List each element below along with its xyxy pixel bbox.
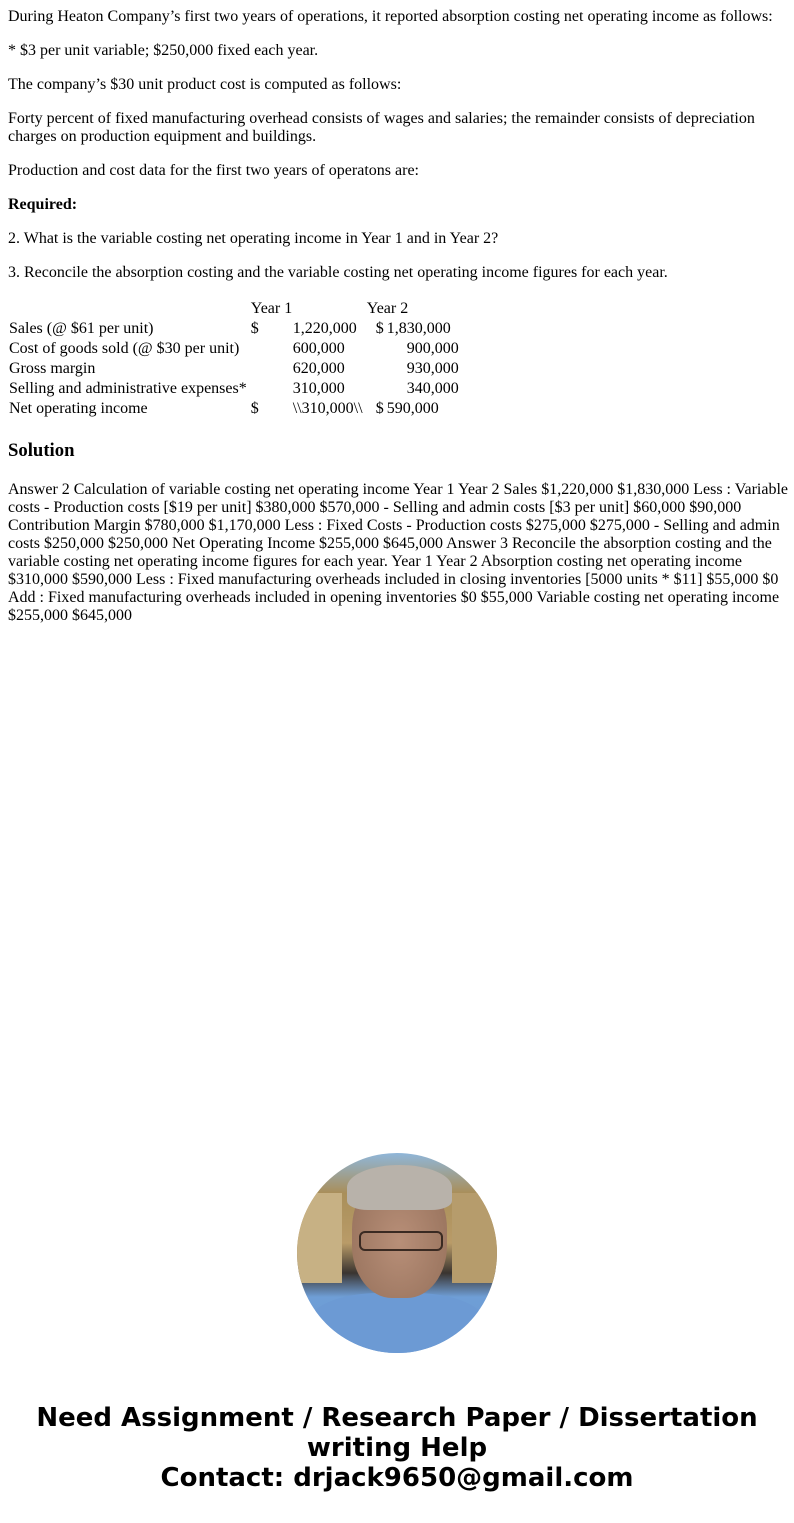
requirement-2: 2. What is the variable costing net operating income in Year 1 and in Year 2? <box>8 230 499 247</box>
question-intro: During Heaton Company’s first two years of operations, it reported absorption costing net operating income as follows: <box>8 8 773 25</box>
row-label: Gross margin <box>9 360 96 377</box>
table-row <box>8 320 471 338</box>
dollar-sign <box>250 380 290 398</box>
table-row <box>8 380 471 398</box>
row-label: Net operating income <box>9 400 148 417</box>
background-wall <box>452 1193 497 1283</box>
dollar-sign <box>250 340 290 358</box>
solution-answer-text: Answer 2 Calculation of variable costing net operating income Year 1 Year 2 Sales $1,220,000 $1,830,000 Less : Variable costs - Production costs [$19 per unit] $380,000 $570,000 - Selling and admin costs [$3 per unit] $60,000 $90,000 Contribution Margin $780,000 $1,170,000 Less : Fixed Costs - Production costs $275,000 $275,000 - Selling and admin costs $250,000 $250,000 Net Operating Income $255,000 $645,000 Answer 3 Reconcile the absorption costing and the variable costing net operating income figures for each year. Year 1 Year 2 Absorption costing net operating income $310,000 $590,000 Less : Fixed manufacturing overheads included in closing inventories [5000 units * $11] $55,000 $0 Add : Fixed manufacturing overheads included in opening inventories $0 $55,000 Variable costing net operating income $255,000 $645,000 <box>8 481 788 624</box>
year2-value: 1,830,000 <box>386 320 451 337</box>
table-row <box>8 360 471 378</box>
year1-value: 1,220,000 <box>292 320 357 337</box>
year2-value: 340,000 <box>406 380 459 397</box>
table-row <box>8 400 471 418</box>
dollar-sign: $ <box>375 400 384 417</box>
table-header-row <box>8 300 471 318</box>
dollar-sign: $ <box>250 400 259 417</box>
year2-value: 900,000 <box>406 340 459 357</box>
requirement-3: 3. Reconcile the absorption costing and the variable costing net operating income figures for each year. <box>8 264 668 281</box>
dollar-sign <box>366 380 384 398</box>
promo-banner <box>0 1403 794 1493</box>
production-intro: Production and cost data for the first two years of operatons are: <box>8 162 419 179</box>
dollar-sign <box>250 360 290 378</box>
dollar-sign <box>366 360 384 378</box>
year2-value: 930,000 <box>406 360 459 377</box>
promo-line-1: Need Assignment / Research Paper / Dissertation <box>36 1403 758 1433</box>
dollar-sign: $ <box>375 320 384 337</box>
solution-heading: Solution <box>8 440 75 461</box>
year2-value: 590,000 <box>386 400 439 417</box>
table-row <box>8 340 471 358</box>
row-label: Cost of goods sold (@ $30 per unit) <box>9 340 240 357</box>
overhead-note: Forty percent of fixed manufacturing overhead consists of wages and salaries; the remainder consists of depreciation charges on production equipment and buildings. <box>8 110 755 145</box>
footnote: * $3 per unit variable; $250,000 fixed each year. <box>8 42 319 59</box>
income-statement-table <box>6 298 473 420</box>
year1-value: 600,000 <box>292 340 345 357</box>
year1-value: 620,000 <box>292 360 345 377</box>
header-year-2: Year 2 <box>366 300 409 317</box>
promo-contact: Contact: drjack9650@gmail.com <box>160 1463 634 1493</box>
unit-cost-intro: The company’s $30 unit product cost is computed as follows: <box>8 76 402 93</box>
promo-line-2: writing Help <box>306 1433 488 1463</box>
year1-value: 310,000 <box>292 380 345 397</box>
glasses-icon <box>359 1231 443 1251</box>
row-label: Sales (@ $61 per unit) <box>9 320 154 337</box>
header-year-1: Year 1 <box>250 300 293 317</box>
author-avatar <box>297 1153 497 1353</box>
year1-value: \\310,000\\ <box>292 400 363 417</box>
background-wall <box>297 1193 342 1283</box>
dollar-sign <box>366 340 384 358</box>
avatar-hair <box>347 1165 452 1210</box>
row-label: Selling and administrative expenses* <box>9 380 247 397</box>
avatar-shirt <box>307 1293 487 1353</box>
dollar-sign: $ <box>250 320 259 337</box>
required-label: Required: <box>8 196 78 213</box>
